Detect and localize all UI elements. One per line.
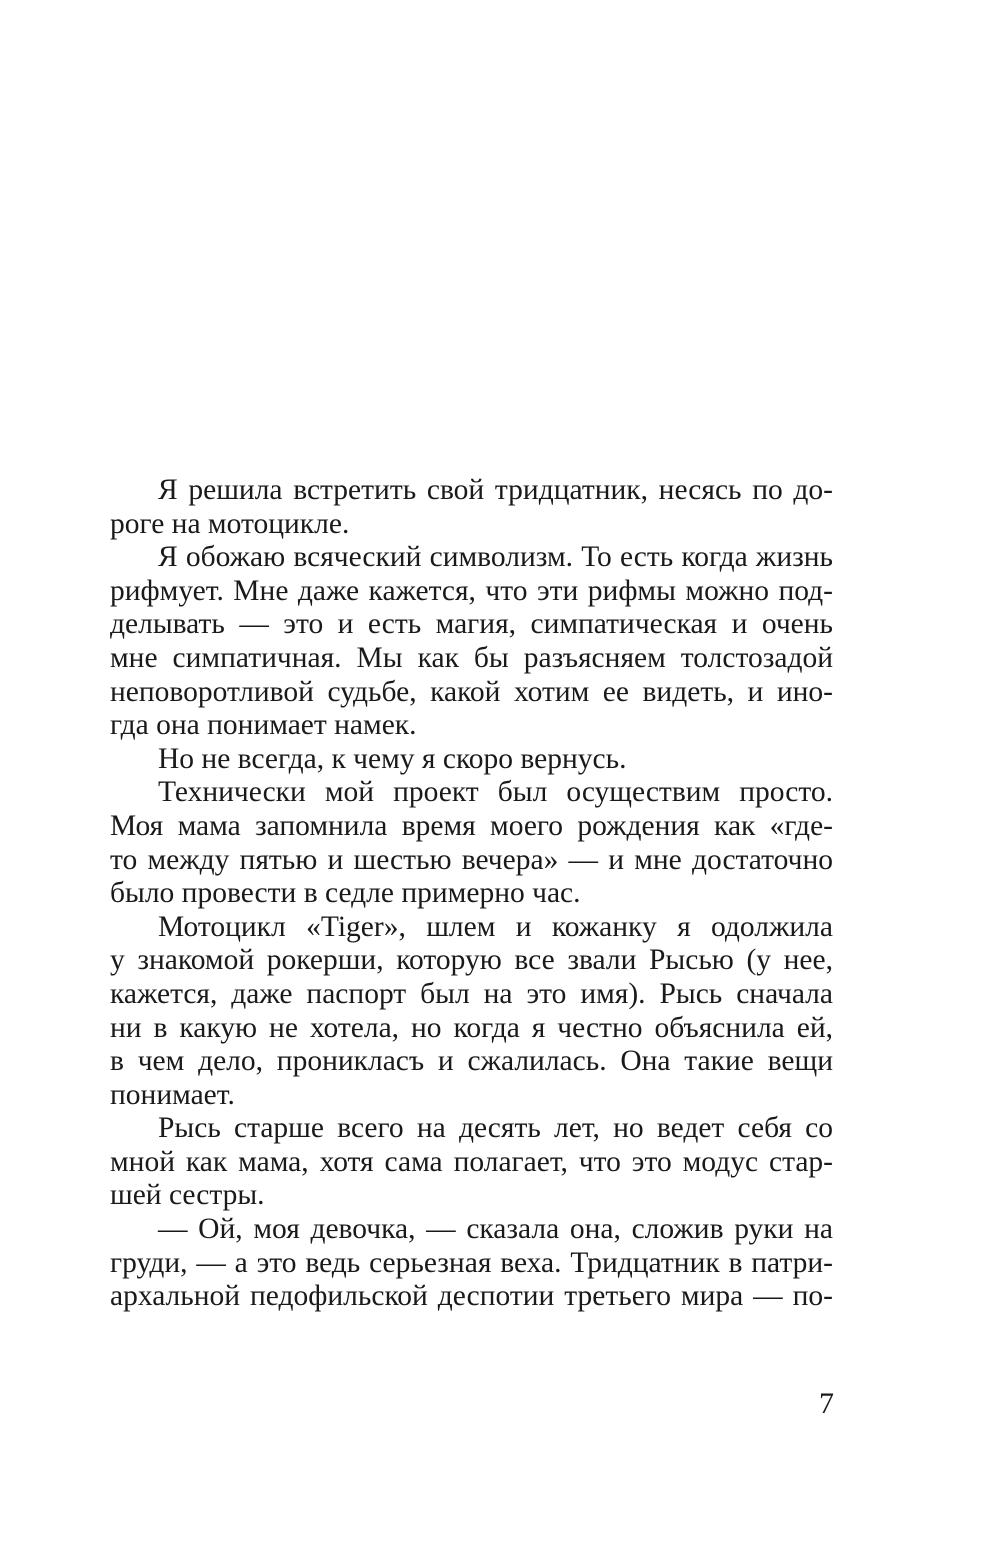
text-line: неповоротливой судьбе, какой хотим ее видеть, и ино-: [110, 675, 833, 708]
text-line: то между пятью и шестью вечера» — и мне достаточно: [110, 843, 833, 876]
text-line: мне симпатичная. Мы как бы разъясняем толстозадой: [110, 641, 833, 674]
text-line: в чем дело, проникласъ и сжалилась. Она такие вещи: [110, 1045, 833, 1078]
text-line: Но не всегда, к чему я скоро вернусь.: [158, 742, 627, 775]
text-line: у знакомой рокерши, которую все звали Рысью (у нее,: [110, 944, 833, 977]
body-text: [110, 474, 833, 1314]
text-line: шей сестры.: [110, 1179, 265, 1212]
text-line: кажется, даже паспорт был на это имя). Рысь сначала: [110, 977, 833, 1010]
text-line: мной как мама, хотя сама полагает, что это модус стар-: [110, 1145, 833, 1178]
text-line: архальной педофильской деспотии третьего мира — по-: [110, 1280, 833, 1313]
text-line: рифмует. Мне даже кажется, что эти рифмы можно под-: [110, 574, 833, 607]
text-line: гда она понимает намек.: [110, 709, 417, 742]
text-line: Моя мама запомнила время моего рождения как «где-: [110, 809, 833, 842]
text-line: было провести в седле примерно час.: [110, 877, 581, 910]
text-line: Мотоцикл «Tiger», шлем и кожанку я одолжила: [158, 910, 833, 943]
text-line: роге на мотоцикле.: [110, 507, 350, 540]
page-number: 7: [819, 1387, 834, 1420]
text-line: делывать — это и есть магия, симпатическая и очень: [110, 608, 833, 641]
text-line: груди, — а это ведь серьезная веха. Тридцатник в патри-: [110, 1246, 833, 1279]
text-line: Технически мой проект был осуществим просто.: [158, 776, 833, 809]
text-line: понимает.: [110, 1078, 235, 1111]
text-line: Я решила встретить свой тридцатник, несясь по до-: [158, 474, 833, 506]
text-line: — Ой, моя девочка, — сказала она, сложив руки на: [158, 1213, 833, 1246]
text-line: Рысь старше всего на десять лет, но ведет себя со: [158, 1112, 833, 1145]
text-line: Я обожаю всяческий символизм. То есть когда жизнь: [158, 541, 833, 574]
text-line: ни в какую не хотела, но когда я честно объяснила ей,: [110, 1011, 833, 1044]
